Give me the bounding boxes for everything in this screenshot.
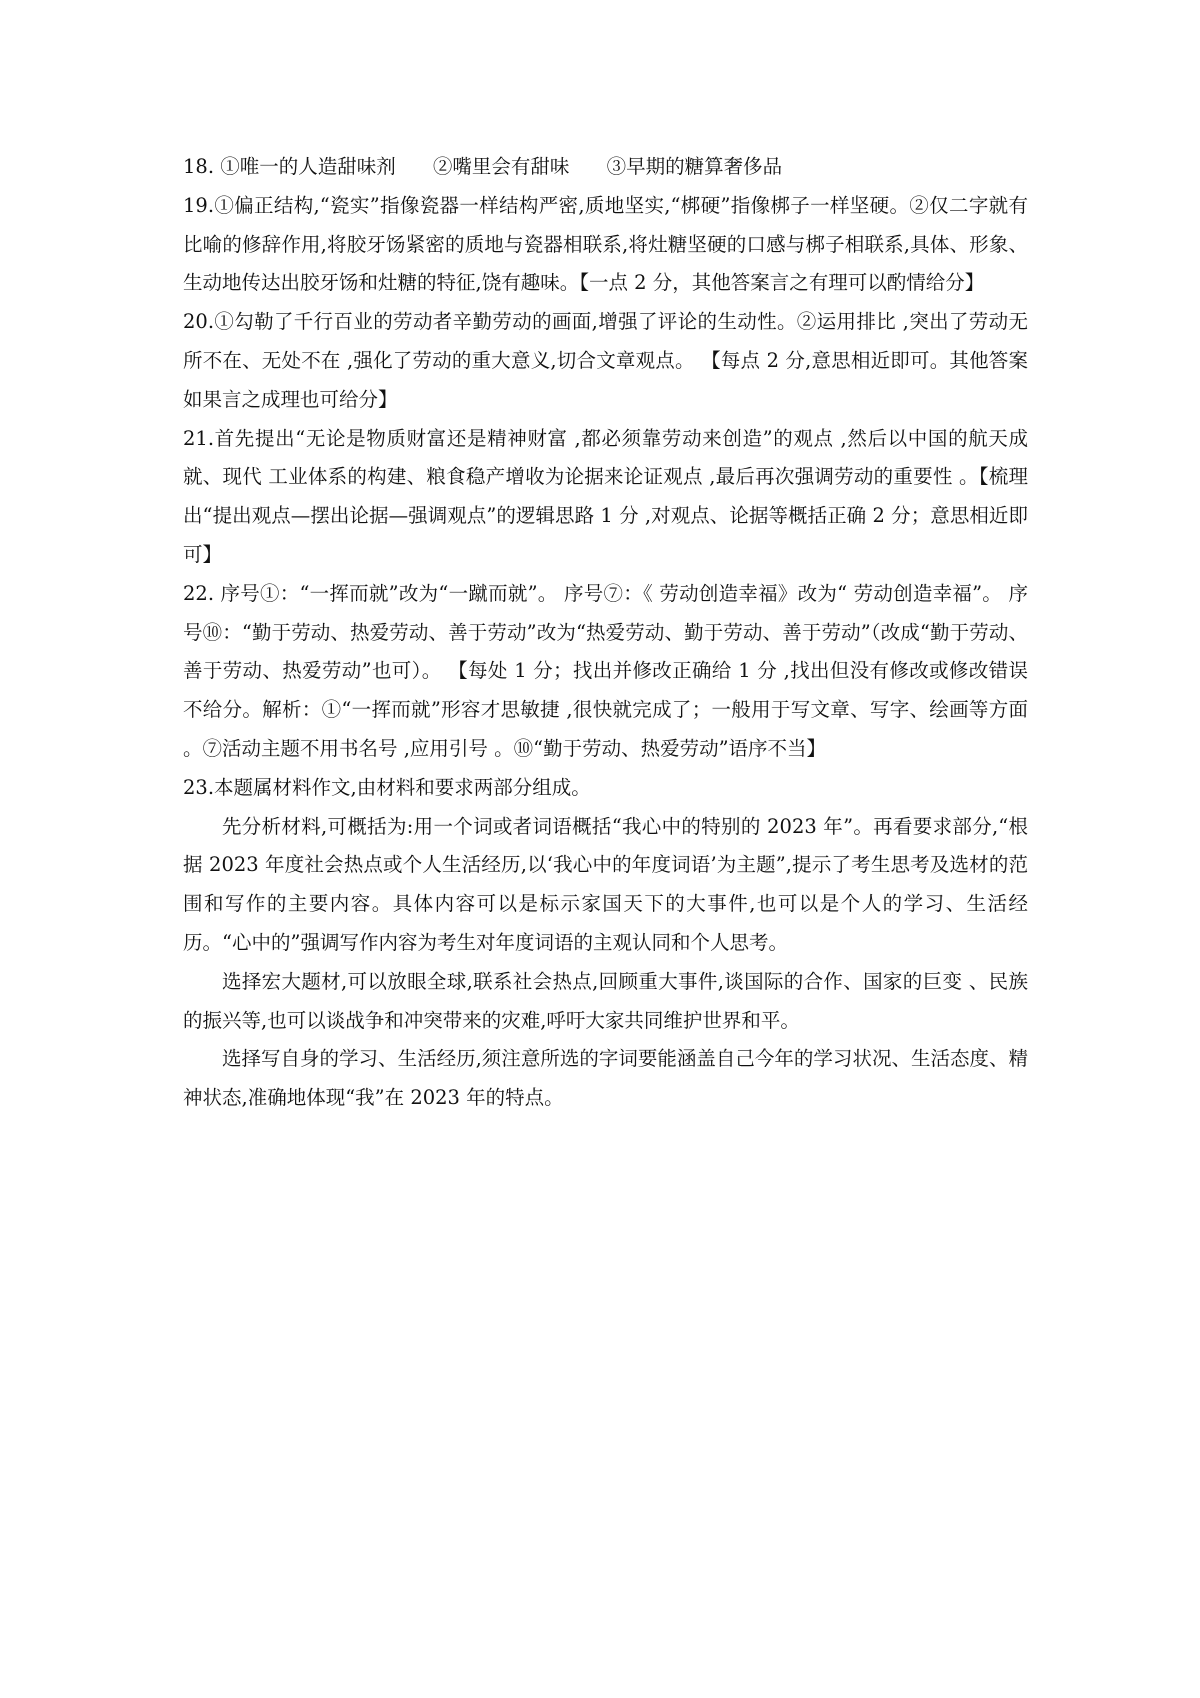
answer-23-paragraph-3: 选择写自身的学习、生活经历,须注意所选的字词要能涵盖自己今年的学习状况、生活态度、精神状态,准确地体现“我”在 2023 年的特点。 <box>183 1047 1028 1110</box>
answer-key-text <box>183 148 1028 1118</box>
answer-18: 18. ①唯一的人造甜味剂 ②嘴里会有甜味 ③早期的糖算奢侈品 <box>183 155 783 178</box>
answer-21: 21.首先提出“无论是物质财富还是精神财富 ,都必须靠劳动来创造”的观点 ,然后以中国的航天成就、现代 工业体系的构建、粮食稳产增收为论据来论证观点 ,最后再次强调劳动的重要性 。【梳理出“提出观点—摆出论据—强调观点”的逻辑思路 1 分 ,对观点、论据等概括正确 2 分；意思相近即可】 <box>183 426 1028 566</box>
answer-23-paragraph-1: 先分析材料,可概括为:用一个词或者词语概括“我心中的特别的 2023 年”。再看要求部分,“根据 2023 年度社会热点或个人生活经历,以‘我心中的年度词语’为主题”,提示了考生思考及选材的范围和写作的主要内容。具体内容可以是标示家国天下的大事件,也可以是个人的学习、生活经历。“心中的”强调写作内容为考生对年度词语的主观认同和个人思考。 <box>183 814 1028 954</box>
answer-23-paragraph-2: 选择宏大题材,可以放眼全球,联系社会热点,回顾重大事件,谈国际的合作、国家的巨变 、民族的振兴等,也可以谈战争和冲突带来的灾难,呼吁大家共同维护世界和平。 <box>183 969 1028 1032</box>
answer-23: 23.本题属材料作文,由材料和要求两部分组成。 <box>183 775 591 799</box>
answer-20: 20.①勾勒了千行百业的劳动者辛勤劳动的画面,增强了评论的生动性。②运用排比 ,突出了劳动无所不在、无处不在 ,强化了劳动的重大意义,切合文章观点。 【每点 2 分,意思相近即可。其他答案如果言之成理也可给分】 <box>183 310 1028 411</box>
answer-22: 22. 序号①：“一挥而就”改为“一蹴而就”。 序号⑦：《 劳动创造幸福》改为“ 劳动创造幸福”。 序号⑩：“勤于劳动、热爱劳动、善于劳动”改为“热爱劳动、勤于劳动、善于劳动”（改成“勤于劳动、善于劳动、热爱劳动”也可）。 【每处 1 分；找出并修改正确给 1 分 ,找出但没有修改或修改错误不给分。解析：①“一挥而就”形容才思敏捷 ,很快就完成了；一般用于写文章、写字、绘画等方面 。⑦活动主题不用书名号 ,应用引号 。⑩“勤于劳动、热爱劳动”语序不当】 <box>183 581 1028 760</box>
answer-19: 19.①偏正结构,“瓷实”指像瓷器一样结构严密,质地坚实,“梆硬”指像梆子一样坚硬。②仅二字就有比喻的修辞作用,将胶牙饧紧密的质地与瓷器相联系,将灶糖坚硬的口感与梆子相联系,具体、形象、生动地传达出胶牙饧和灶糖的特征,饶有趣味。【一点 2 分，其他答案言之有理可以酌情给分】 <box>183 193 1028 295</box>
